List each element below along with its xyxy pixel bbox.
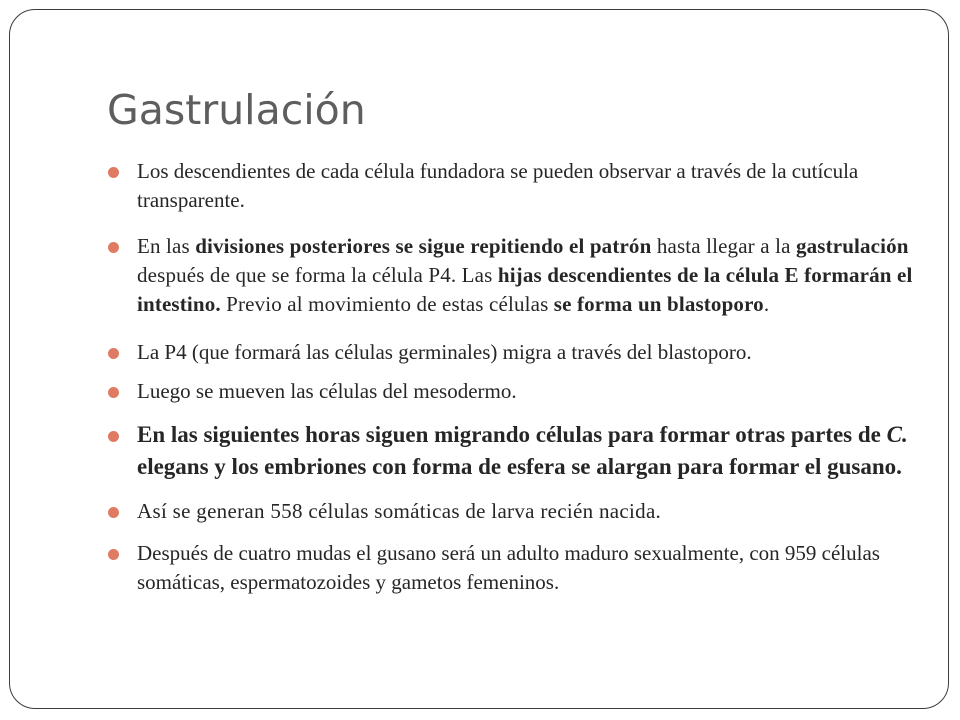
bullet-dot-icon bbox=[108, 167, 119, 178]
bullet-dot-icon bbox=[108, 431, 119, 442]
bullet-dot-icon bbox=[108, 387, 119, 398]
bullet-emphasis: gastrulación bbox=[795, 234, 909, 258]
bullet-emphasis: hijas descendientes de la célula E formarán el intestino. bbox=[137, 263, 913, 316]
bullet-text: después de que se forma la célula P4. Las bbox=[137, 263, 498, 287]
bullet-item-2 bbox=[107, 232, 919, 319]
species-genus-abbrev: C. bbox=[886, 422, 908, 447]
bullet-emphasis: se forma un blastoporo bbox=[553, 292, 764, 316]
bullet-dot-icon bbox=[108, 242, 119, 253]
bullet-text: En las bbox=[137, 234, 196, 258]
bullet-text: elegans y los embriones con forma de esfera se alargan para formar el gusano. bbox=[137, 454, 902, 479]
bullet-dot-icon bbox=[108, 549, 119, 560]
bullet-item-7 bbox=[107, 539, 919, 597]
slide-title: Gastrulación bbox=[107, 86, 366, 134]
bullet-text: . bbox=[763, 292, 770, 316]
bullet-item-4 bbox=[107, 377, 919, 406]
bullet-text: Los descendientes de cada célula fundadora se pueden observar a través de la cutícula transparente. bbox=[137, 159, 859, 212]
bullet-text: Después de cuatro mudas el gusano será un adulto maduro sexualmente, con 959 células somáticas, espermatozoides y gametos femeninos. bbox=[137, 541, 880, 594]
bullet-list bbox=[107, 157, 919, 597]
bullet-emphasis: divisiones posteriores se sigue repitiendo el patrón bbox=[195, 234, 652, 258]
bullet-item-6 bbox=[107, 497, 919, 526]
bullet-item-5 bbox=[107, 419, 919, 483]
bullet-text: hasta llegar a la bbox=[651, 234, 796, 258]
bullet-text: Luego se mueven las células del mesodermo. bbox=[137, 379, 517, 403]
bullet-item-1 bbox=[107, 157, 919, 215]
bullet-text: Previo al movimiento de estas células bbox=[220, 292, 554, 316]
bullet-text: La P4 (que formará las células germinales) migra a través del blastoporo. bbox=[137, 340, 752, 364]
bullet-text: Así se generan 558 células somáticas de larva recién nacida. bbox=[137, 499, 662, 523]
bullet-item-3 bbox=[107, 338, 919, 367]
bullet-text: En las siguientes horas siguen migrando células para formar otras partes de bbox=[137, 422, 887, 447]
bullet-dot-icon bbox=[108, 348, 119, 359]
bullet-dot-icon bbox=[108, 507, 119, 518]
